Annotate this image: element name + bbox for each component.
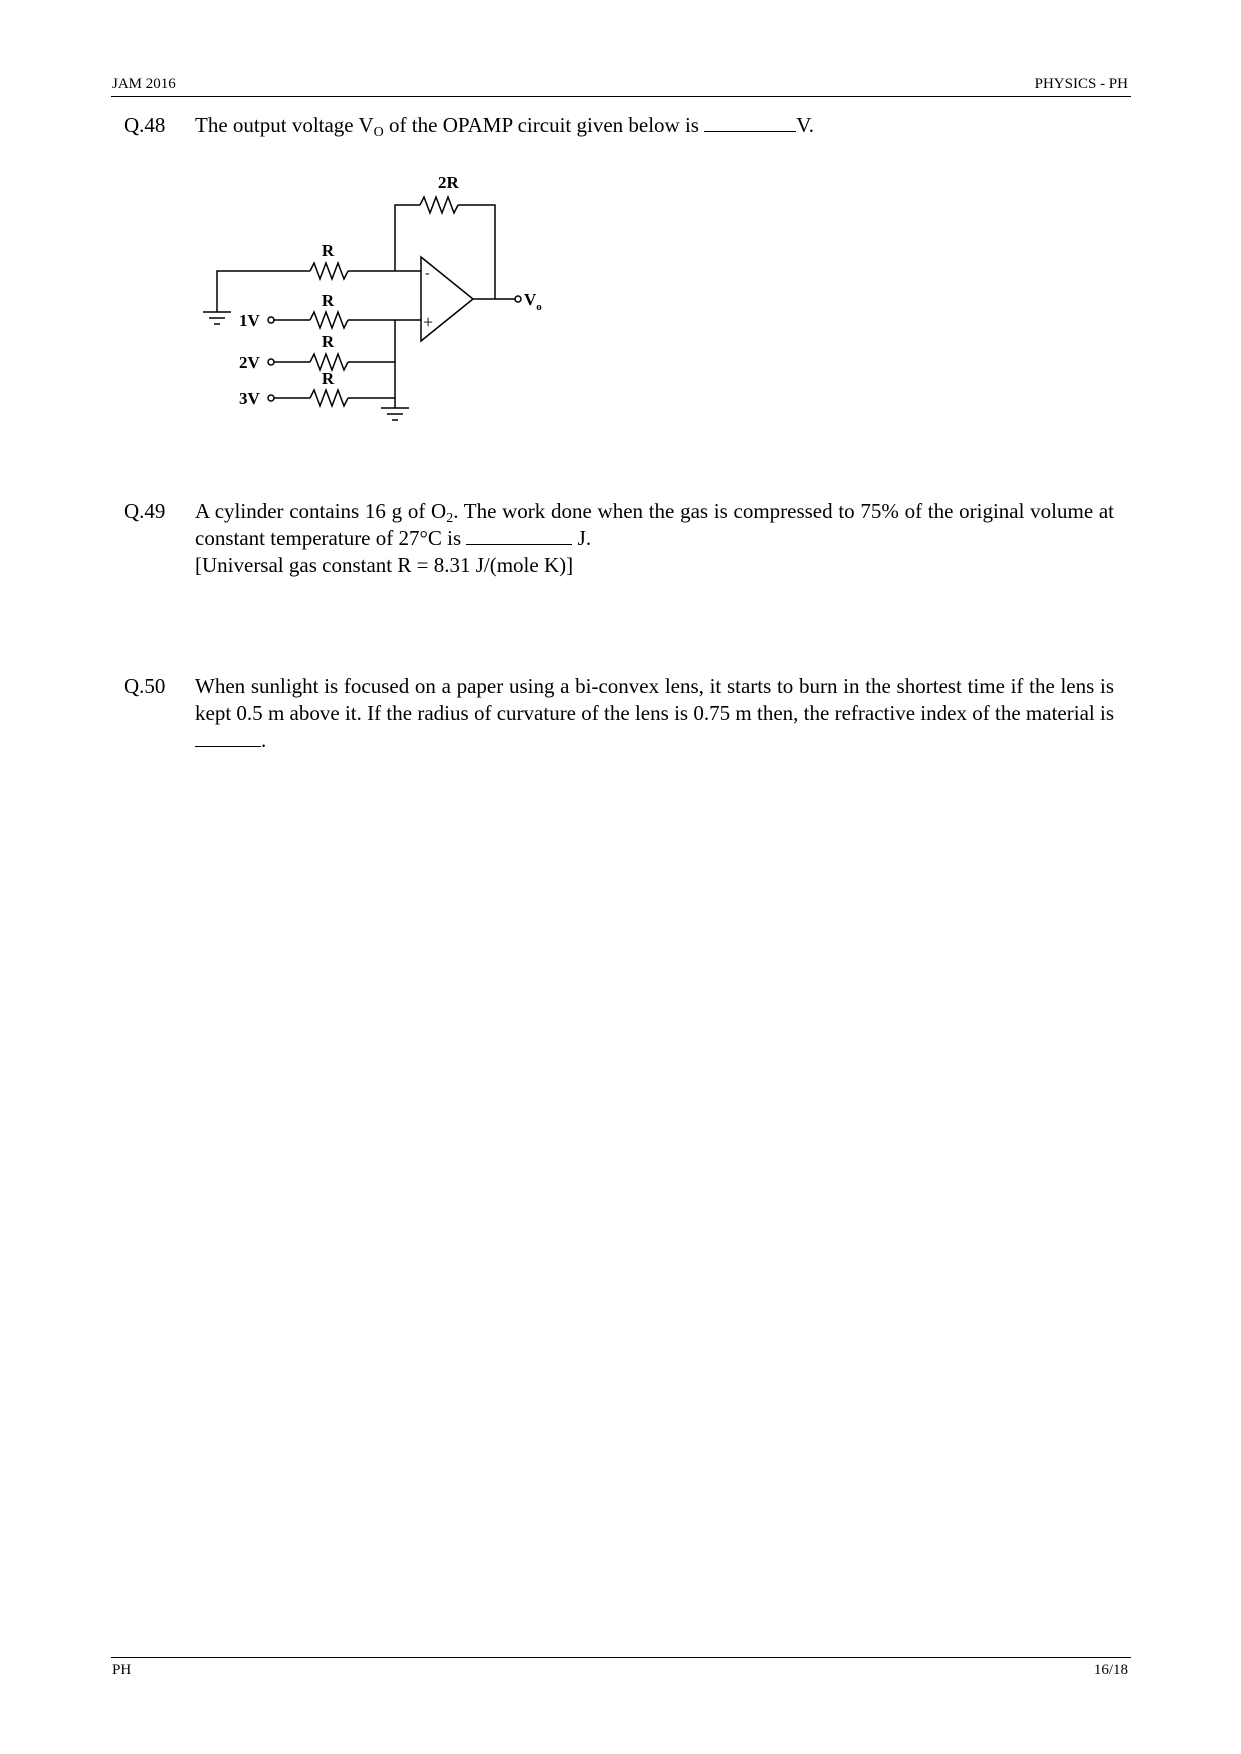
header-exam-name: JAM 2016 xyxy=(112,76,176,92)
question-note: [Universal gas constant R = 8.31 J/(mole K)] xyxy=(195,553,574,577)
header-subject: PHYSICS - PH xyxy=(1034,76,1128,92)
noninverting-sign: + xyxy=(423,312,434,332)
answer-blank[interactable] xyxy=(195,728,261,747)
question-text: of the OPAMP circuit given below is xyxy=(383,113,705,137)
subscript: O xyxy=(373,125,384,140)
opamp-circuit-diagram xyxy=(195,165,555,445)
resistor-label: R xyxy=(321,369,335,388)
answer-unit: . xyxy=(261,728,267,752)
opamp-circuit-svg xyxy=(195,165,555,445)
question-text: The output voltage V xyxy=(195,113,374,137)
answer-unit: V. xyxy=(796,113,814,137)
inverting-input-wire xyxy=(217,271,310,312)
inverting-sign: - xyxy=(425,266,430,281)
resistor-label: R xyxy=(321,241,335,260)
question-body xyxy=(195,498,1114,579)
question-text: . The work done when the gas is compressed to 75% of the original volume at constant temperature of 27°C is xyxy=(195,499,1115,550)
output-voltage-label xyxy=(524,290,542,313)
input-resistor-2 xyxy=(310,354,348,370)
footer-paper-code: PH xyxy=(112,1662,132,1678)
question-body xyxy=(195,673,1114,754)
feedback-wire-right xyxy=(458,205,495,299)
subscript: 2 xyxy=(446,511,454,526)
question-number: Q.50 xyxy=(124,674,166,698)
output-terminal xyxy=(515,296,521,302)
resistor-label: R xyxy=(321,291,335,310)
answer-blank[interactable] xyxy=(704,113,796,132)
output-voltage-symbol: V xyxy=(524,290,537,309)
input-terminal-3v xyxy=(268,395,274,401)
feedback-resistor xyxy=(420,197,458,213)
question-number: Q.49 xyxy=(124,499,166,523)
question-text: A cylinder contains 16 g of O xyxy=(195,499,447,523)
footer-page-number: 16/18 xyxy=(1093,1662,1128,1678)
input-terminal-1v xyxy=(268,317,274,323)
question-body xyxy=(195,112,1114,139)
input-voltage-label: 3V xyxy=(239,389,260,408)
answer-blank[interactable] xyxy=(466,526,572,545)
header-rule xyxy=(111,96,1131,97)
output-voltage-subscript: o xyxy=(536,301,542,313)
feedback-resistor-label: 2R xyxy=(438,173,459,192)
resistor-label: R xyxy=(321,332,335,351)
feedback-wire-left xyxy=(395,205,420,271)
input-resistor-1 xyxy=(310,312,348,328)
question-number: Q.48 xyxy=(124,113,166,137)
question-text: When sunlight is focused on a paper using a bi-convex lens, it starts to burn in the shortest time if the lens is kept 0.5 m above it. If the radius of curvature of the lens is 0.75 m then, the refractive index of the material is xyxy=(195,674,1114,725)
input-voltage-label: 1V xyxy=(239,311,260,330)
answer-unit: J. xyxy=(572,526,592,550)
footer-rule xyxy=(111,1657,1131,1658)
inverting-input-resistor xyxy=(310,263,348,279)
input-terminal-2v xyxy=(268,359,274,365)
input-voltage-label: 2V xyxy=(239,353,260,372)
input-resistor-3 xyxy=(310,390,348,406)
